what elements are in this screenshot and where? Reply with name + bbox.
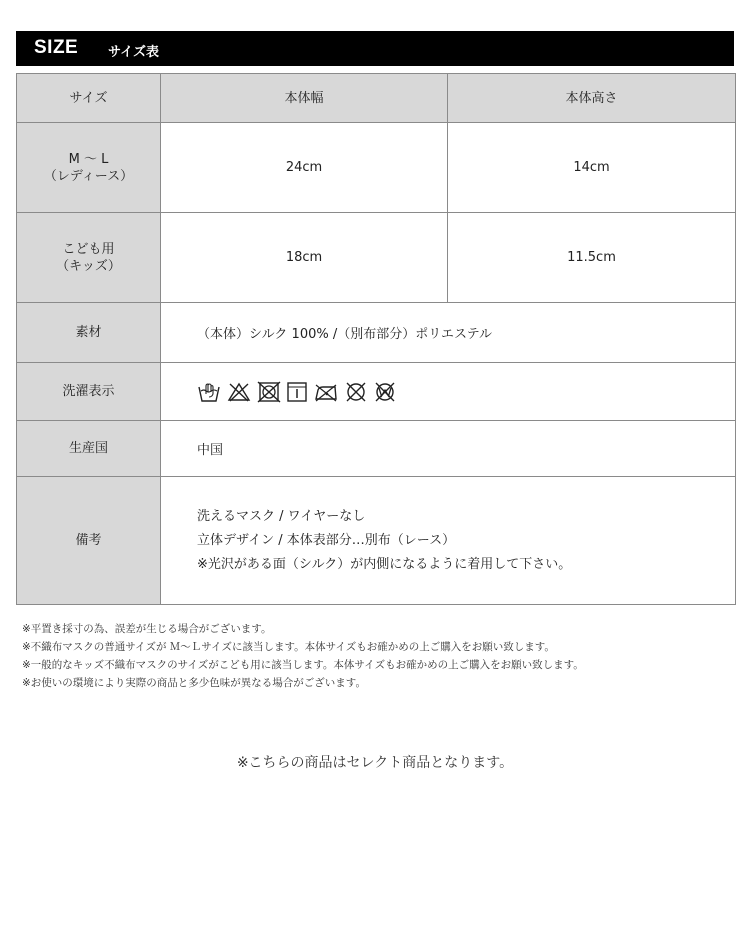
material-row (17, 303, 736, 363)
header-subtitle: サイズ表 (108, 45, 159, 60)
header-title: SIZE (34, 37, 79, 58)
laundry-row (17, 363, 736, 421)
laundry-icons (197, 381, 735, 403)
material-label: 素材 (17, 303, 161, 363)
select-product-note: ※こちらの商品はセレクト商品となります。 (236, 755, 514, 771)
size-label-line1: M ～ L (68, 151, 109, 167)
laundry-icons-cell (161, 363, 736, 421)
remarks-row (17, 477, 736, 605)
material-value: （本体）シルク 100% /（別布部分）ポリエステル (161, 303, 736, 363)
note-line: ※平置き採寸の為、誤差が生じる場合がございます。 (22, 623, 272, 635)
width-value-kids: 18cm (161, 213, 448, 303)
header-row (17, 74, 736, 123)
remarks-label: 備考 (17, 477, 161, 605)
size-row-ladies (17, 123, 736, 213)
remarks-line: 洗えるマスク / ワイヤーなし (197, 508, 366, 524)
origin-row (17, 421, 736, 477)
no-tumble-dry-icon (257, 381, 281, 403)
size-table (16, 73, 736, 605)
note-line: ※お使いの環境により実際の商品と多少色味が異なる場合がございます。 (22, 677, 366, 689)
origin-value: 中国 (161, 421, 736, 477)
no-wet-clean-icon (373, 381, 397, 403)
col-header-height: 本体高さ (448, 74, 736, 123)
header-bar (16, 31, 734, 66)
no-dry-clean-icon (344, 381, 368, 403)
remarks-line: 立体デザイン / 本体表部分…別布（レース） (197, 532, 456, 548)
size-label-line1: こども用 (62, 241, 115, 257)
iron-low-icon (313, 381, 339, 403)
height-value-ladies: 14cm (448, 123, 736, 213)
size-label-line2: （レディース） (43, 168, 134, 184)
size-label-ladies (17, 123, 161, 213)
hand-wash-icon (197, 381, 221, 403)
size-row-kids (17, 213, 736, 303)
size-label-line2: （キッズ） (56, 258, 121, 274)
col-header-width: 本体幅 (161, 74, 448, 123)
height-value-kids: 11.5cm (448, 213, 736, 303)
col-header-size: サイズ (17, 74, 161, 123)
size-label-kids (17, 213, 161, 303)
laundry-label: 洗濯表示 (17, 363, 161, 421)
no-bleach-icon (226, 381, 252, 403)
origin-label: 生産国 (17, 421, 161, 477)
note-line: ※不織布マスクの普通サイズが Ｍ～Ｌサイズに該当します。本体サイズもお確かめの上ご購入をお願い致します。 (22, 641, 555, 653)
remarks-line: ※光沢がある面（シルク）が内側になるように着用して下さい。 (197, 556, 572, 572)
remarks-value (161, 477, 736, 605)
line-dry-icon (286, 381, 308, 403)
note-line: ※一般的なキッズ不織布マスクのサイズがこども用に該当します。本体サイズもお確かめの上ご購入をお願い致します。 (22, 659, 584, 671)
width-value-ladies: 24cm (161, 123, 448, 213)
notes (22, 620, 584, 692)
